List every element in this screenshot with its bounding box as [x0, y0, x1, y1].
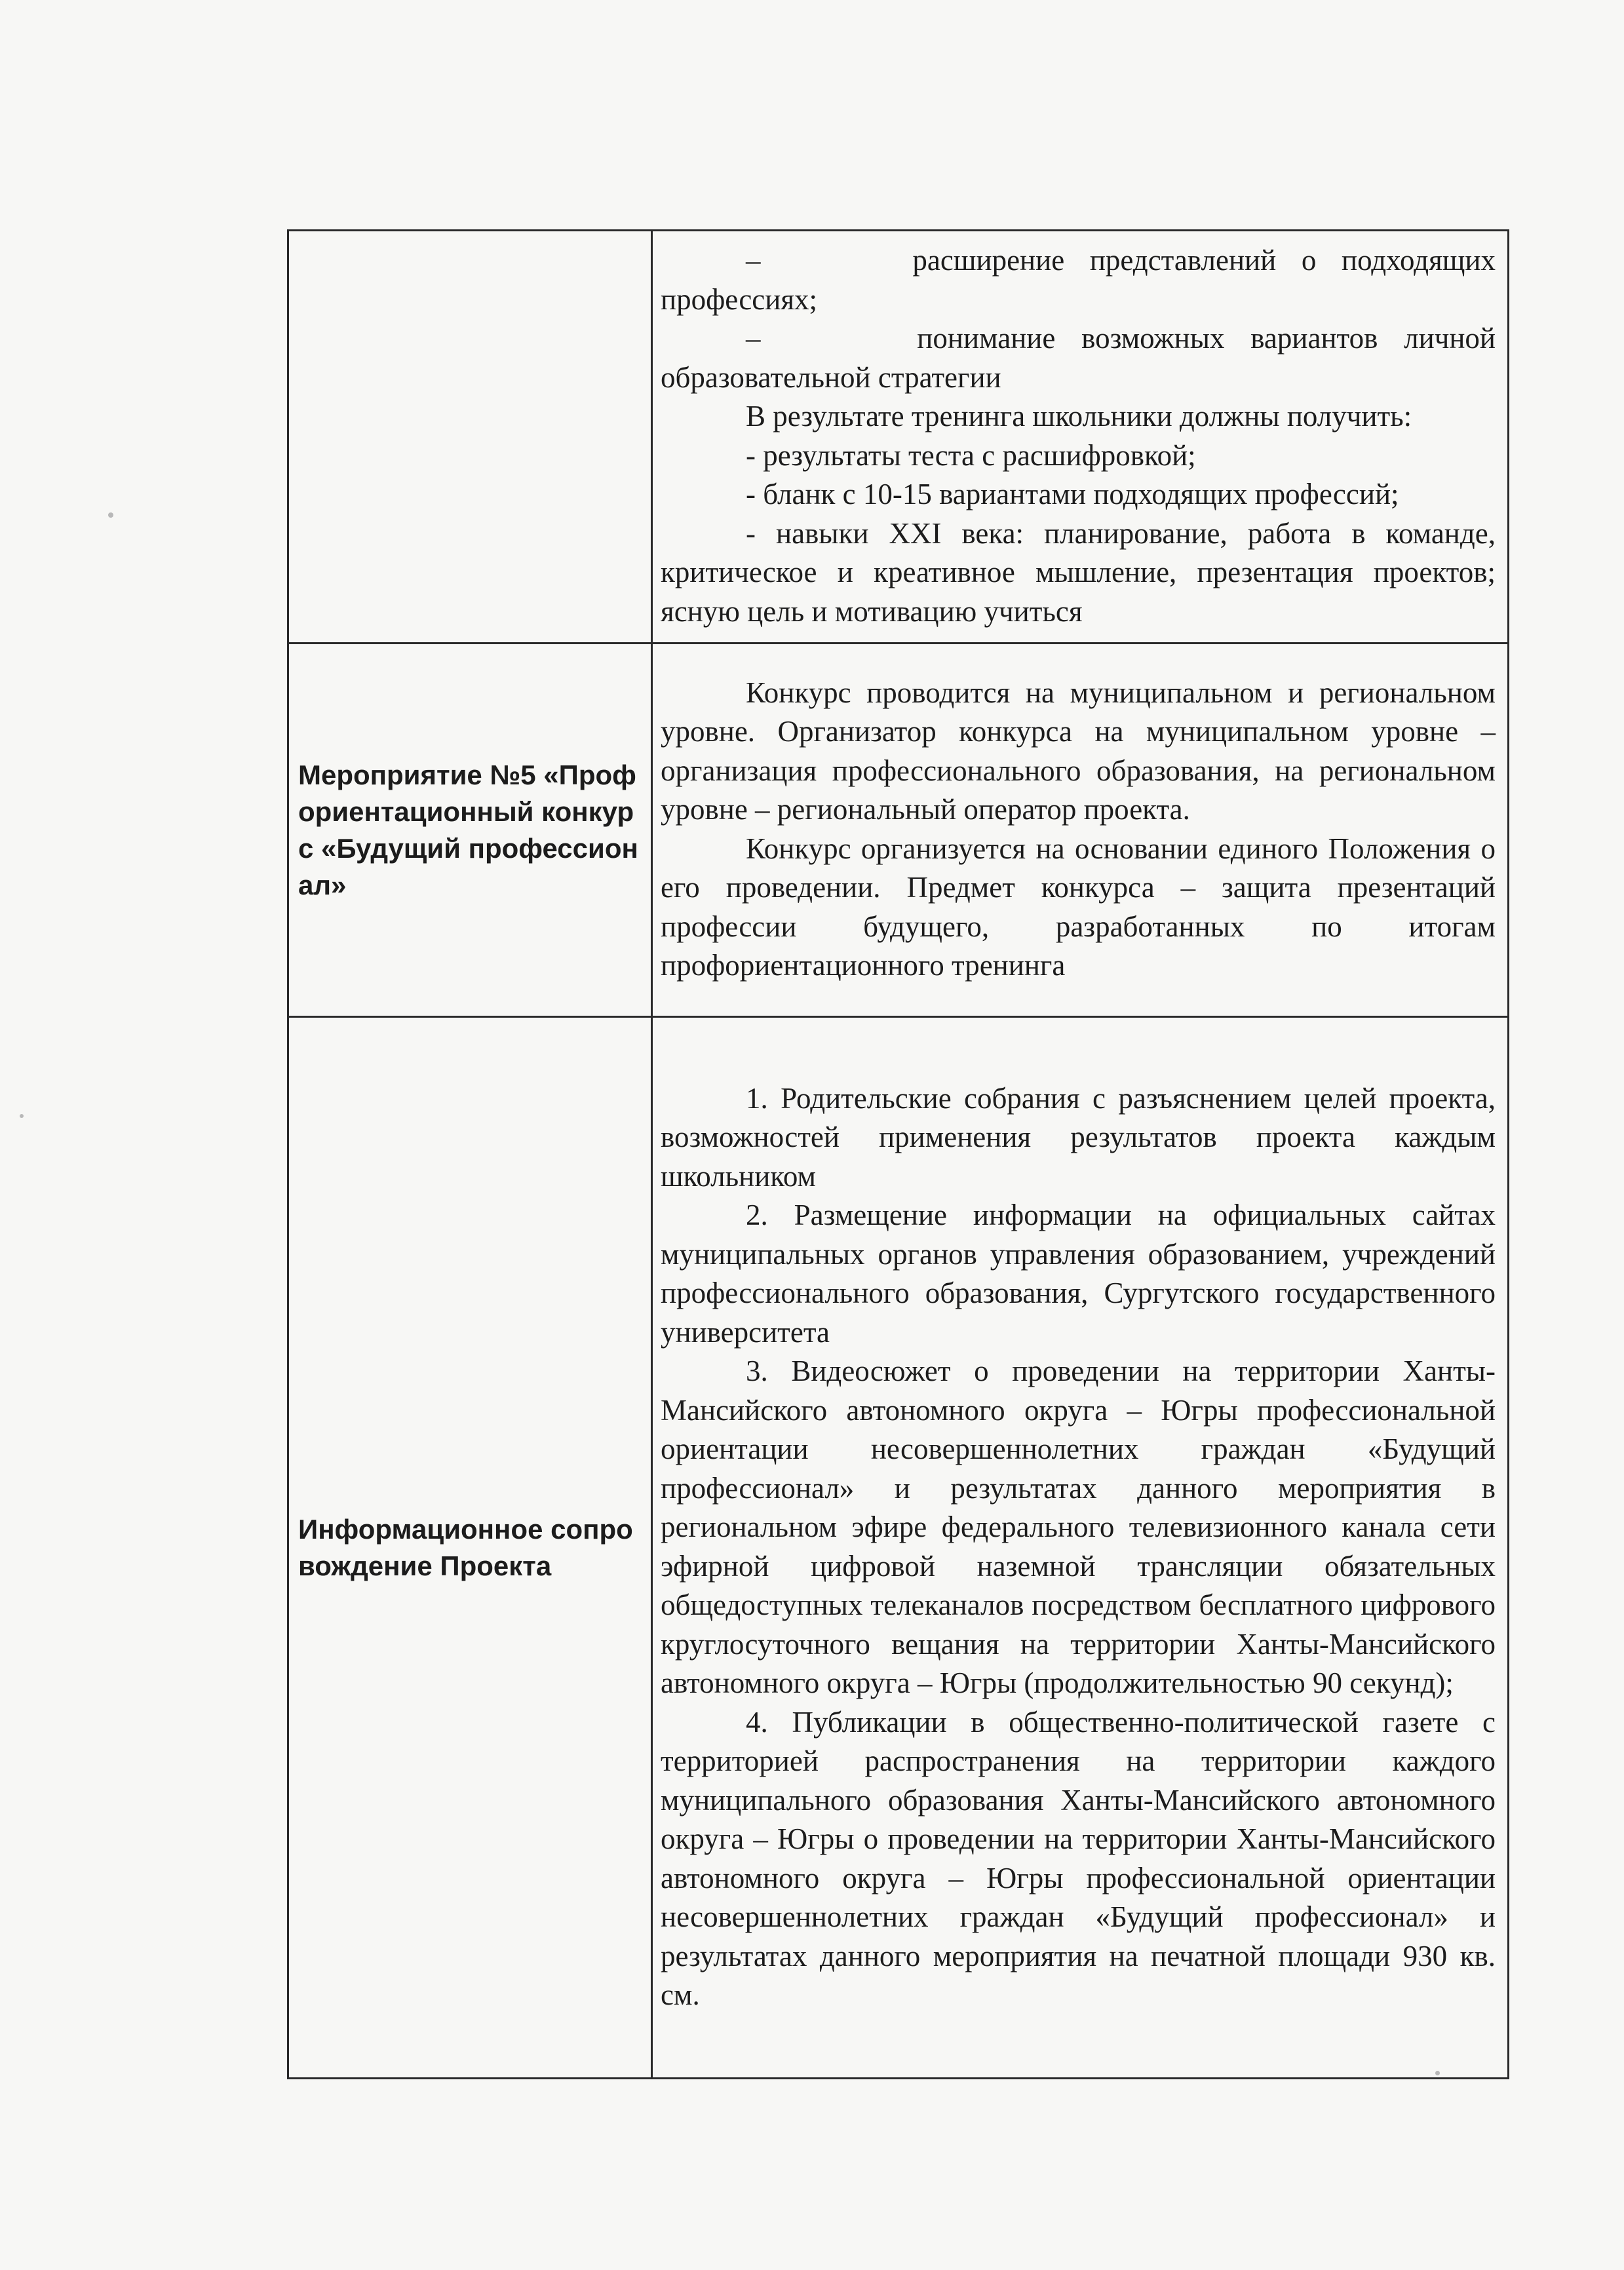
paragraph: 3. Видеосюжет о проведении на территории Ханты-Мансийского автономного округа – Югры профессиональной ориентации несовершеннолетних граждан «Будущий профессионал» и результатах данного мероприятия в региональном эфире федерального телевизионного канала сети эфирной цифровой наземной трансляции обязательных общедоступных телеканалов посредством бесплатного цифрового круглосуточного вещания на территории Ханты-Мансийского автономного округа – Югры (продолжительностью 90 секунд);	[661, 1355, 1496, 1699]
paragraph: 2. Размещение информации на официальных сайтах муниципальных органов управления образованием, учреждений профессионального образования, Сургутского государственного университета	[661, 1199, 1496, 1349]
document-table	[287, 229, 1509, 2079]
table-row	[288, 644, 1509, 1017]
paragraph: - навыки XXI века: планирование, работа в команде, критическое и креативное мышление, презентация проектов; ясную цель и мотивацию учиться	[661, 516, 1496, 628]
row-content-cell	[652, 1017, 1509, 2079]
paragraph: - результаты теста с расшифровкой;	[746, 438, 1196, 472]
row-content-cell	[652, 644, 1509, 1017]
row-label-cell	[288, 231, 652, 644]
scan-speck	[108, 512, 113, 518]
scan-speck	[1435, 2071, 1440, 2075]
table-row	[288, 231, 1509, 644]
scan-speck	[20, 1114, 24, 1118]
table-row	[288, 1017, 1509, 2079]
row-label-cell	[288, 1017, 652, 2079]
row-label: Информационное сопровождение Проекта	[298, 1513, 633, 1581]
row-label-cell	[288, 644, 652, 1017]
paragraph: - бланк с 10-15 вариантами подходящих профессий;	[746, 478, 1399, 510]
paragraph: Конкурс проводится на муниципальном и региональном уровне. Организатор конкурса на муниципальном уровне – организация профессионального образования, на региональном уровне – региональный оператор проекта.	[661, 676, 1496, 826]
row-content-cell	[652, 231, 1509, 644]
paragraph: 1. Родительские собрания с разъяснением целей проекта, возможностей применения результатов проекта каждым школьником	[661, 1081, 1496, 1193]
paragraph: – расширение представлений о подходящих профессиях;	[661, 244, 1496, 316]
paragraph: 4. Публикации в общественно-политической газете с территорией распространения на территории каждого муниципального образования Ханты-Мансийского автономного округа – Югры о проведении на территории Ханты-Мансийского автономного округа – Югры профессиональной ориентации несовершеннолетних граждан «Будущий профессионал» и результатах данного мероприятия на печатной площади 930 кв. см.	[661, 1705, 1496, 2011]
row-label: Мероприятие №5 «Профориентационный конкурс «Будущий профессионал»	[298, 759, 638, 900]
paragraph: Конкурс организуется на основании единого Положения о его проведении. Предмет конкурса – защита презентаций профессии будущего, разработанных по итогам профориентационного тренинга	[661, 832, 1496, 982]
paragraph: В результате тренинга школьники должны получить:	[746, 400, 1412, 433]
paragraph: – понимание возможных вариантов личной образовательной стратегии	[661, 322, 1496, 394]
